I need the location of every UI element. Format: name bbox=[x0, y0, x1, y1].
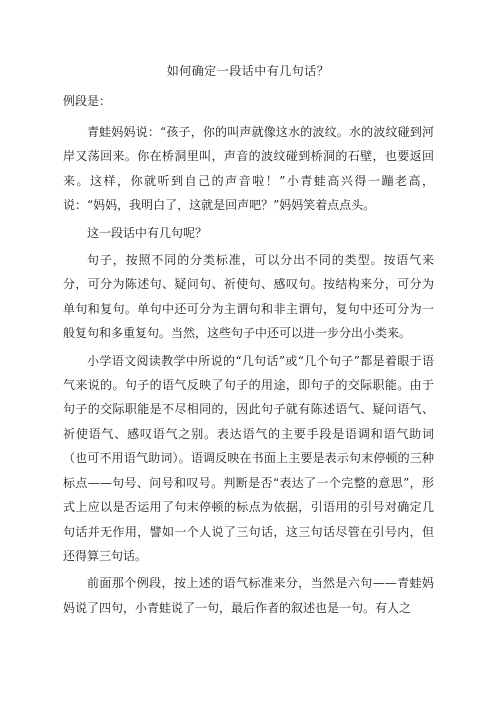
paragraph-conclusion: 前面那个例段，按上述的语气标准来分，当然是六句——青蛙妈妈说了四句，小青蛙说了一句，最后作者的叙述也是一句。有人之 bbox=[63, 576, 434, 615]
example-label: 例段是： bbox=[63, 94, 112, 108]
document-title: 如何确定一段话中有几句话？ bbox=[166, 64, 330, 78]
paragraph-sentence-types: 句子，按照不同的分类标准，可以分出不同的类型。按语气来分，可分为陈述句、疑问句、祈使句、感叹句。按结构来分，可分为单句和复句。单句中还可分为主谓句和非主谓句，复句中还可分为一般复句和多重复句。当然，这些句子中还可以进一步分出小类来。 bbox=[63, 253, 434, 341]
paragraph-mood-explanation: 小学语文阅读教学中所说的“几句话”或“几个句子”都是着眼于语气来说的。句子的语气反映了句子的用途，即句子的交际职能。由于句子的交际职能是不尽相同的，因此句子就有陈述语气、疑问语气、祈使语气、感叹语气之别。表达语气的主要手段是语调和语气助词（也可不用语气助词）。语调反映在书面上主要是表示句末停顿的三种标点——句号、问号和叹号。判断是否“表达了一个完整的意思”，形式上应以是否运用了句末停顿的标点为依据，引语用的引号对确定几句话并无作用，譬如一个人说了三句话，这三句话尽管在引号内，但还得算三句话。 bbox=[63, 353, 434, 563]
document-body bbox=[63, 120, 434, 620]
paragraph-question: 这一段话中有几句呢？ bbox=[87, 225, 208, 240]
paragraph-example: 青蛙妈妈说：“孩子，你的叫声就像这水的波纹。水的波纹碰到河岸又荡回来。你在桥洞里叫，声音的波纹碰到桥洞的石壁，也要返回来。这样，你就听到自己的声音啦！”小青蛙高兴得一蹦老高，说：“妈妈，我明白了，这就是回声吧？”妈妈笑着点点头。 bbox=[63, 125, 434, 213]
